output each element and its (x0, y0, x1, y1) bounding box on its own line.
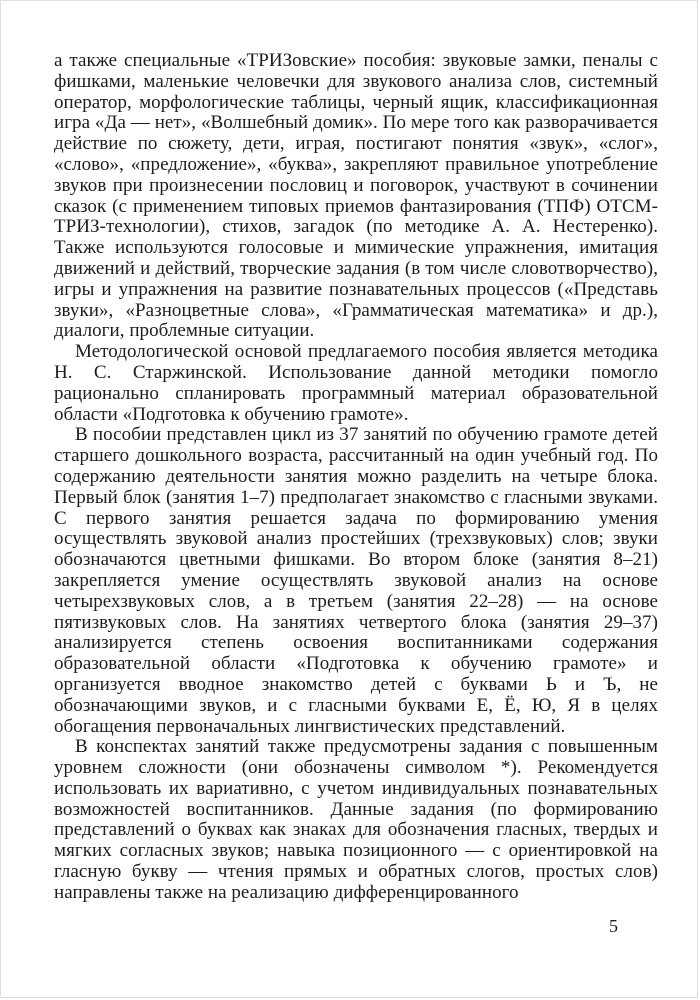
page-number: 5 (609, 916, 618, 936)
paragraph-3: В пособии представлен цикл из 37 занятий по обучению грамоте детей старшего дошкольного возраста, рассчитанный на один учебный год. По содержанию деятельности занятия можно разделить на четыре блока. Первый блок (занятия 1–7) предполагает знакомство с гласными звуками. С первого занятия решается задача по формированию умения осуществлять звуковой анализ простейших (трехзвуковых) слов; звуки обозначаются цветными фишками. Во втором блоке (занятия 8–21) закрепляется умение осуществлять звуковой анализ на основе четырехзвуковых слов, а в третьем (занятия 22–28) — на основе пятизвуковых слов. На занятиях четвертого блока (занятия 29–37) анализируется степень освоения воспитанниками содержания образовательной области «Подготовка к обучению грамоте» и организуется вводное знакомство детей с буквами Ь и Ъ, не обозначающими звуков, и с гласными буквами Е, Ё, Ю, Я в целях обогащения первоначальных лингвистических представлений. (54, 424, 658, 737)
page-text-column (54, 51, 658, 904)
paragraph-4: В конспектах занятий также предусмотрены задания с повышенным уровнем сложности (они обозначены символом *). Рекомендуется использовать их вариативно, с учетом индивидуальных познавательных возможностей воспитанников. Данные задания (по формированию представлений о буквах как знаках для обозначения гласных, твердых и мягких согласных звуков; навыка позиционного — с ориентировкой на гласную букву — чтения прямых и обратных слогов, простых слов) направлены также на реализацию дифференцированного (54, 736, 658, 903)
paragraph-2: Методологической основой предлагаемого пособия является методика Н. С. Старжинской. Использование данной методики помогло рационально спланировать программный материал образовательной области «Подготовка к обучению грамоте». (54, 341, 658, 425)
paragraph-1: а также специальные «ТРИЗовские» пособия: звуковые замки, пеналы с фишками, маленькие человечки для звукового анализа слов, системный оператор, морфологические таблицы, черный ящик, классификационная игра «Да — нет», «Волшебный домик». По мере того как разворачивается действие по сюжету, дети, играя, постигают понятия «звук», «слог», «слово», «предложение», «буква», закрепляют правильное употребление звуков при произнесении пословиц и поговорок, участвуют в сочинении сказок (с применением типовых приемов фантазирования (ТПФ) ОТСМ-ТРИЗ-технологии), стихов, загадок (по методике А. А. Нестеренко). Также используются голосовые и мимические упражнения, имитация движений и действий, творческие задания (в том числе словотворчество), игры и упражнения на развитие познавательных процессов («Представь звуки», «Разноцветные слова», «Грамматическая математика» и др.), диалоги, проблемные ситуации. (54, 50, 658, 342)
